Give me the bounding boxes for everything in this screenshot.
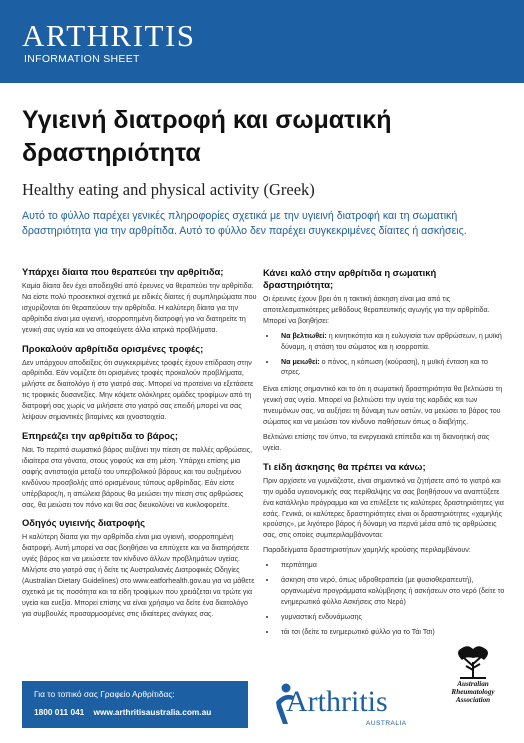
website-link[interactable]: www.arthritisaustralia.com.au bbox=[93, 707, 212, 717]
section-body: Είναι επίσης σημαντικό και το ότι η σωματική δραστηριότητα θα βελτιώσει τη γενική σας υγεία. Μπορεί να βελτιώσει την υγεία της καρδιάς και των πνευμόνων σας, να αυξήσει τη δύναμη των οστών, να μειώσει το βάρος του σώματος και να μειώσει τον κίνδυνο παθήσεων όπως ο διαβήτης. bbox=[263, 385, 503, 427]
logo-sub: AUSTRALIA bbox=[366, 720, 407, 727]
association-name bbox=[440, 680, 506, 704]
activities-list bbox=[263, 560, 507, 637]
section-body: Ναι. Το περιττό σωματικό βάρος αυξάνει την πίεση σε πολλές αρθρώσεις, ιδιαίτερα στα γόνατα, στους γοφούς και στη μέση. Υπάρχει επίσης μια σαφής αντιστοιχία μεταξύ του υπερβολικού βάρους και του αυξημένου κινδύνου προσβολής από ορισμένους τύπους αρθρίτιδας. Εάν είστε υπέρβαρος/η, η απώλεια βάρους θα μειώσει την πίεση στις αρθρώσεις σας, θα μειώσει τον πόνο και θα σας διευκολύνει να κυκλοφορείτε. bbox=[22, 445, 253, 509]
list-item: • τάι τσι (δείτε το ενημερωτικό φύλλο για το Τάι Τσι) bbox=[277, 627, 507, 638]
section-heading: Υπάρχει δίαιτα που θεραπεύει την αρθρίτιδα; bbox=[22, 266, 224, 277]
section-heading: Προκαλούν αρθρίτιδα ορισμένες τροφές; bbox=[22, 342, 204, 354]
list-item bbox=[277, 357, 507, 379]
contact-label: Για το τοπικό σας Γραφείο Αρθρίτιδας: bbox=[34, 689, 175, 699]
section-heading: Κάνει καλό στην αρθρίτιδα η σωματική δραστηριότητα; bbox=[263, 267, 437, 290]
left-column bbox=[22, 266, 257, 627]
contact-box bbox=[22, 681, 248, 728]
bullet-text: η κινητικότητα και η ευλυγισία των αρθρώσεων, η μυϊκή δύναμη, η στάση του σώματος και η ισορροπία. bbox=[281, 331, 502, 351]
association-line-1: Australian bbox=[457, 680, 489, 688]
header-banner bbox=[0, 0, 524, 83]
logo-word: Arthritis bbox=[286, 685, 388, 718]
rheumatology-association-logo bbox=[440, 644, 506, 736]
list-item: • άσκηση στο νερό, όπως υδροθεραπεία (με φυσιοθεραπευτή), οργανωμένα προγράμματα κολύμβησης ή ασκήσεων στο νερό (δείτε το ενημερωτικό φύλλο Ασκήσεις στο Νερό) bbox=[277, 575, 507, 608]
association-line-3: Association bbox=[455, 696, 491, 704]
brand-subtitle: INFORMATION SHEET bbox=[24, 53, 140, 65]
section-heading: Τι είδη άσκησης θα πρέπει να κάνω; bbox=[263, 460, 426, 472]
association-line-2: Rheumatology bbox=[451, 688, 495, 696]
section-body: Πριν αρχίσετε να γυμνάζεστε, είναι σημαντικό να ζητήσετε από το γιατρό και την ομάδα υγειονομικής σας περίθαλψης να σας βοηθήσουν να αναπτύξετε ένα κατάλληλο πρόγραμμα και να επιλέξετε τις καλύτερες δραστηριότητες για εσάς. Γενικά, οι καλύτερες δραστηριότητες είναι οι δραστηριότητες «χαμηλής κρούσης», με λιγότερο βάρος ή δύναμη να περνά μέσα από τις αρθρώσεις σας, στις οποίες συμπεριλαμβάνονται: bbox=[263, 476, 504, 540]
contact-details bbox=[34, 707, 211, 717]
section-body: Βελτιώνει επίσης τον ύπνο, τα ενεργειακά επίπεδα και τη διανοητική σας υγεία. bbox=[263, 432, 490, 452]
page-subtitle: Healthy eating and physical activity (Greek) bbox=[22, 180, 315, 199]
phone-number[interactable]: 1800 011 041 bbox=[34, 707, 85, 717]
bullet-label: Να βελτιωθεί: bbox=[281, 331, 327, 340]
section-body: Καμία δίαιτα δεν έχει αποδειχθεί από έρευνες να θεραπεύει την αρθρίτιδα. Να είστε πολύ προσεκτικοί σχετικά με ειδικές δίαιτες ή συμπληρώματα που ισχυρίζονται ότι θεραπεύουν την αρθρίτιδα. Η καλύτερη δίαιτα για την αρθρίτιδα είναι μια υγιεινή, ισορροπημένη διατροφή για να διατηρείτε τη γενική σας υγεία και να αποφεύγετε άλλα ιατρικά προβλήματα. bbox=[22, 282, 257, 334]
bullet-label: Να μειωθεί: bbox=[281, 357, 320, 366]
section-body: Δεν υπάρχουν αποδείξεις ότι συγκεκριμένες τροφές έχουν επίδραση στην αρθρίτιδα. Εάν νομίζετε ότι ορισμένες τροφές προκαλούν προβλήματα, μιλήστε σε διαιτολόγο ή στο γιατρό σας. Μπορεί να προτείνει να εξετάσετε τις τροφικές δυσανεξίες. Μην κόψετε ολόκληρες ομάδες τροφίμων από τη διατροφή σας χωρίς να μιλήσετε στο γιατρό σας επειδή μπορεί να σας λείψουν σημαντικές βιταμίνες και ιχνοστοιχεία. bbox=[22, 358, 254, 422]
right-column bbox=[263, 267, 507, 644]
bullet-text: ο πόνος, η κόπωση (κούραση), η μυϊκή ένταση και το στρες. bbox=[281, 357, 488, 377]
list-item: • περπάτημα bbox=[277, 560, 507, 571]
section-heading: Επηρεάζει την αρθρίτιδα το βάρος; bbox=[22, 429, 179, 441]
brand-title: ARTHRITIS bbox=[22, 18, 196, 53]
tree-icon bbox=[440, 644, 506, 680]
benefits-list bbox=[263, 331, 507, 379]
page-title: Υγιεινή διατροφή και σωματική δραστηριότητα bbox=[22, 106, 392, 167]
section-body: Η καλύτερη δίαιτα για την αρθρίτιδα είναι μια υγιεινή, ισορροπημένη διατροφή. Αυτή μπορεί να σας βοηθήσει να επιτύχετε και να διατηρήσετε υγιές βάρος και να μειώσετε τον κίνδυνο άλλων προβλημάτων υγείας. Μιλήστε στο γιατρό σας ή δείτε τις Αυστραλιανές Διατροφικές Οδηγίες (Australian Dietary Guidelines) στο www.eatforhealth.gov.au για να μάθετε σχετικά με τις ποσότητα και τα είδη τροφίμων που χρειάζεται να τρώτε για υγεία και ευεξία. Μπορεί επίσης να είναι χρήσιμο να δείτε ένα διαιτολόγο για συμβουλές προσαρμοσμένες στις ιδιαίτερες ανάγκες σας. bbox=[22, 533, 255, 618]
section-body: Οι έρευνες έχουν βρει ότι η τακτική άσκηση είναι μια από τις αποτελεσματικότερες μεθόδους θεραπευτικής αγωγής για την αρθρίτιδα. Μπορεί να βοηθήσει: bbox=[263, 295, 490, 325]
section-body: Παραδείγματα δραστηριοτήτων χαμηλής κρούσης περιλαμβάνουν: bbox=[263, 546, 471, 555]
intro-paragraph: Αυτό το φύλλο παρέχει γενικές πληροφορίες σχετικά με την υγιεινή διατροφή και τη σωματική δραστηριότητα για την αρθρίτιδα. Αυτό το φύλλο δεν παρέχει συγκεκριμένες δίαιτες ή ασκήσεις. bbox=[22, 210, 467, 237]
arthritis-australia-logo bbox=[272, 682, 410, 734]
list-item bbox=[277, 331, 507, 353]
section-heading: Οδηγός υγιεινής διατροφής bbox=[22, 517, 145, 529]
list-item: • γυμναστική ενδυνάμωσης bbox=[277, 612, 507, 623]
